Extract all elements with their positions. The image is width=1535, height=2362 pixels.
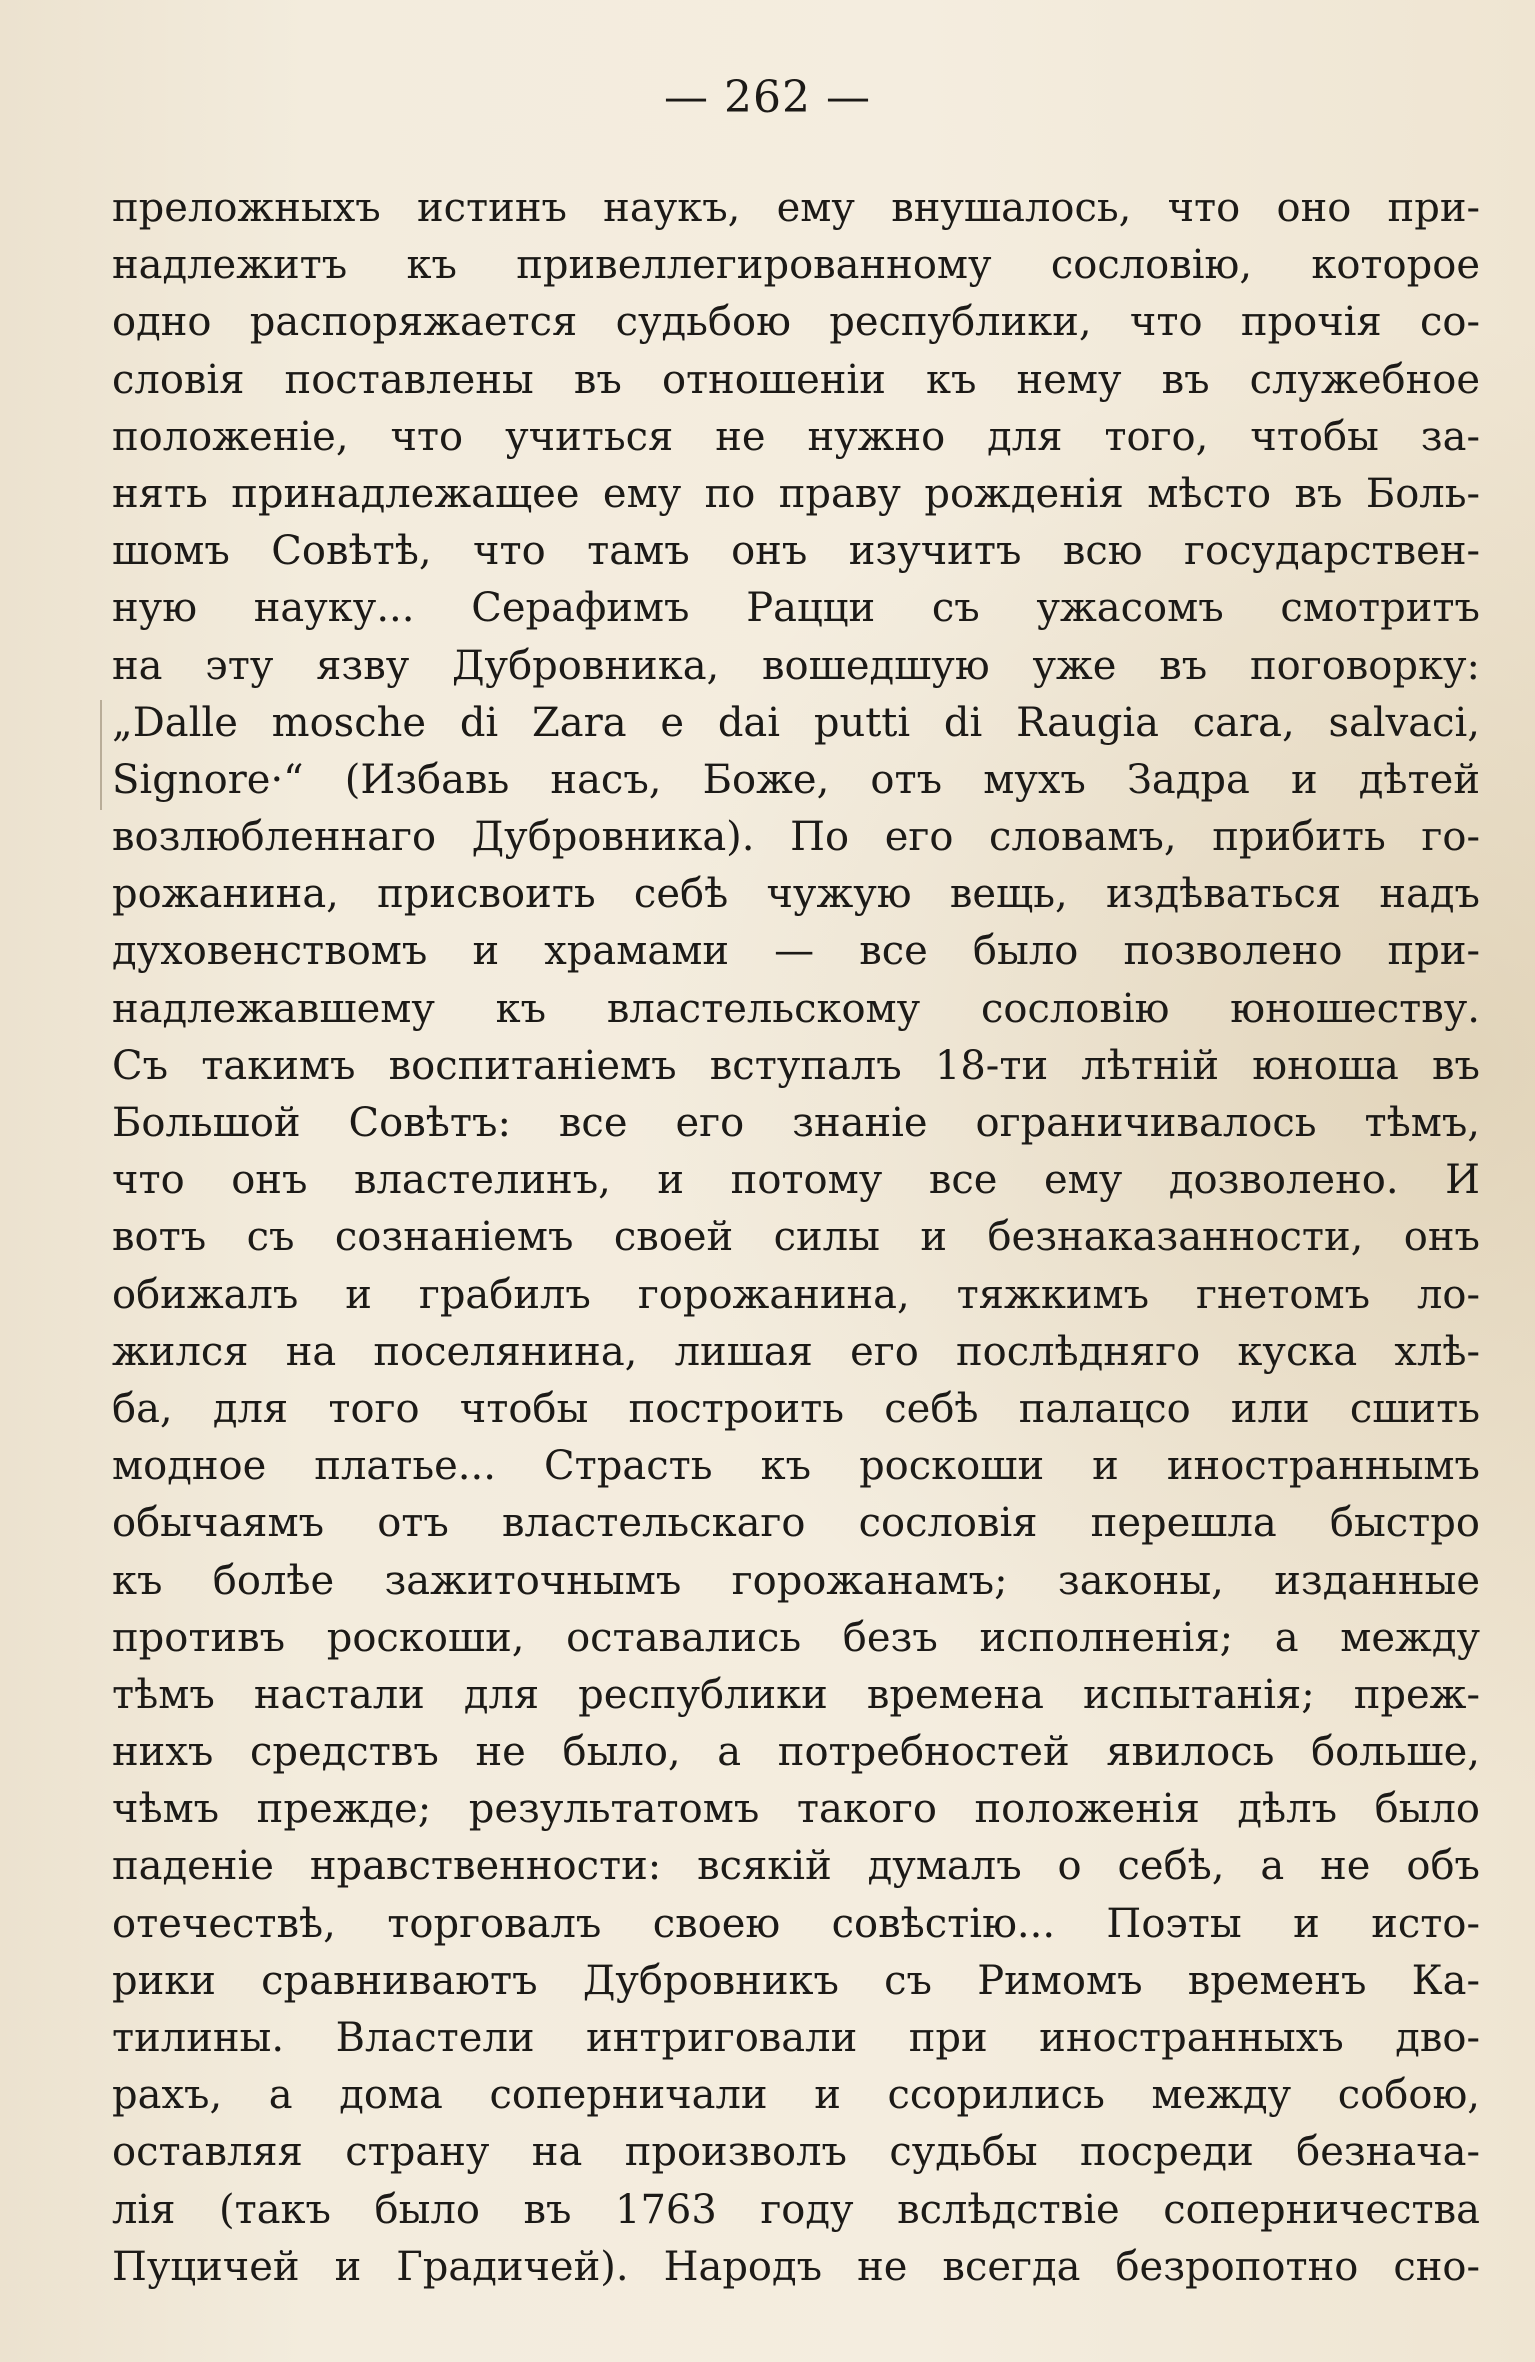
text-line: „Dalle mosche di Zara e dai putti di Raugia cara, salvaci, [112,699,1480,746]
text-line: возлюбленнаго Дубровника). По его словамъ, прибить го- [112,814,1480,861]
text-line: Signore·“ (Избавь насъ, Боже, отъ мухъ Задра и дѣтей [112,756,1480,803]
text-line: къ болѣе зажиточнымъ горожанамъ; законы, изданные [112,1557,1480,1604]
text-line: лія (такъ было въ 1763 году вслѣдствіе соперничества [112,2186,1480,2233]
text-line: духовенствомъ и храмами — все было позволено при- [112,928,1480,975]
text-line: тилины. Властели интриговали при иностранныхъ дво- [112,2015,1480,2061]
text-line: рожанина, присвоить себѣ чужую вещь, издѣваться надъ [112,871,1480,918]
text-line: ную науку... Серафимъ Рацци съ ужасомъ смотритъ [112,585,1480,632]
body-text [112,180,1480,2296]
margin-mark [100,700,102,810]
text-line: надлежитъ къ привеллегированному сословію, которое [112,242,1480,289]
text-line: рахъ, а дома соперничали и ссорились между собою, [112,2072,1480,2119]
text-line: словія поставлены въ отношеніи къ нему въ служебное [112,356,1480,403]
text-line: нихъ средствъ не было, а потребностей явилось больше, [112,1729,1480,1776]
text-line: оставляя страну на произволъ судьбы посреди безнача- [112,2129,1480,2176]
text-line: Большой Совѣтъ: все его знаніе ограничивалось тѣмъ, [112,1100,1480,1146]
text-line: Съ такимъ воспитаніемъ вступалъ 18-ти лѣтній юноша въ [112,1042,1480,1089]
text-line: что онъ властелинъ, и потому все ему дозволено. И [112,1157,1480,1204]
text-line: положеніе, что учиться не нужно для того, чтобы за- [112,413,1480,460]
page-number: — 262 — [664,72,871,123]
text-line: отечествѣ, торговалъ своею совѣстію... Поэты и исто- [112,1900,1480,1947]
text-line: рики сравниваютъ Дубровникъ съ Римомъ временъ Ка- [112,1957,1480,2004]
text-line: ба, для того чтобы построить себѣ палацco или сшить [112,1385,1480,1432]
text-line: паденіе нравственности: всякій думалъ о себѣ, а не объ [112,1843,1480,1890]
text-line: тѣмъ настали для республики времена испытанія; преж- [112,1671,1480,1718]
text-line: жился на поселянина, лишая его послѣдняго куска хлѣ- [112,1328,1480,1375]
text-line: шомъ Совѣтѣ, что тамъ онъ изучитъ всю государствен- [112,528,1480,575]
text-line: противъ роскоши, оставались безъ исполненія; а между [112,1614,1480,1661]
text-line: чѣмъ прежде; результатомъ такого положенія дѣлъ было [112,1786,1480,1833]
text-line: нять принадлежащее ему по праву рожденія мѣсто въ Боль- [112,470,1480,517]
text-line: преложныхъ истинъ наукъ, ему внушалось, что оно при- [112,185,1480,231]
text-line: Пуцичей и Градичей). Народъ не всегда безропотно сно- [112,2243,1480,2290]
text-line: на эту язву Дубровника, вошедшую уже въ поговорку: [112,642,1480,689]
text-line: модное платье... Страсть къ роскоши и иностраннымъ [112,1443,1480,1490]
text-line: обижалъ и грабилъ горожанина, тяжкимъ гнетомъ ло- [112,1271,1480,1318]
text-line: надлежавшему къ властельскому сословію юношеству. [112,985,1480,1032]
text-line: одно распоряжается судьбою республики, что прочія со- [112,299,1480,346]
text-line: вотъ съ сознаніемъ своей силы и безнаказанности, онъ [112,1214,1480,1261]
text-line: обычаямъ отъ властельскаго сословія перешла быстро [112,1500,1480,1547]
